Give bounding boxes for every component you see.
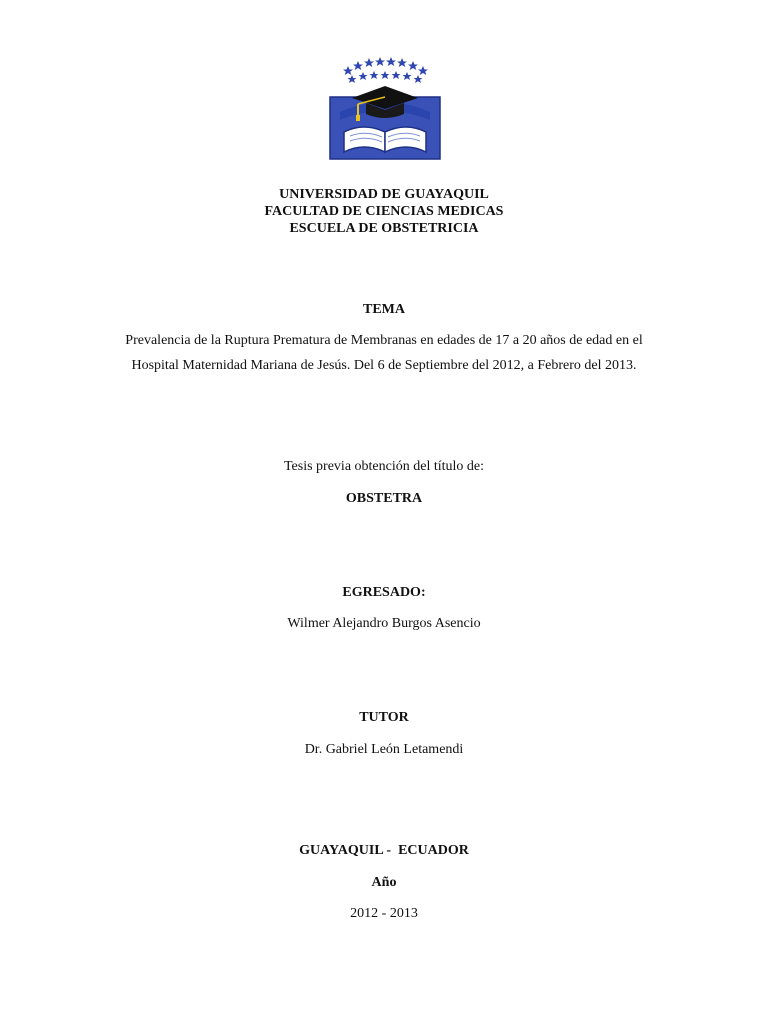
faculty-name: FACULTAD DE CIENCIAS MEDICAS <box>264 204 504 219</box>
tema-text: Prevalencia de la Ruptura Prematura de Membranas en edades de 17 a 20 años de edad en el Hospital Maternidad Mariana de Jesús. Del 6 de Septiembre del 2012, a Febrero del 2013. <box>125 333 643 373</box>
school-name: ESCUELA DE OBSTETRICIA <box>289 221 479 236</box>
degree-title: OBSTETRA <box>345 491 423 506</box>
tutor-label: TUTOR <box>359 710 409 725</box>
institution-header <box>0 186 768 237</box>
graduate-name: Wilmer Alejandro Burgos Asencio <box>287 616 481 631</box>
tema-heading: TEMA <box>363 302 405 317</box>
graduate-label: EGRESADO: <box>342 585 426 600</box>
stars-arc <box>343 57 428 83</box>
city-country: GUAYAQUIL - ECUADOR <box>299 843 469 858</box>
university-crest-icon <box>328 52 442 160</box>
university-name: UNIVERSIDAD DE GUAYAQUIL <box>279 187 489 202</box>
year-label: Año <box>371 875 397 890</box>
year-value: 2012 - 2013 <box>350 906 418 921</box>
thesis-label: Tesis previa obtención del título de: <box>283 459 485 474</box>
tutor-name: Dr. Gabriel León Letamendi <box>304 742 464 757</box>
